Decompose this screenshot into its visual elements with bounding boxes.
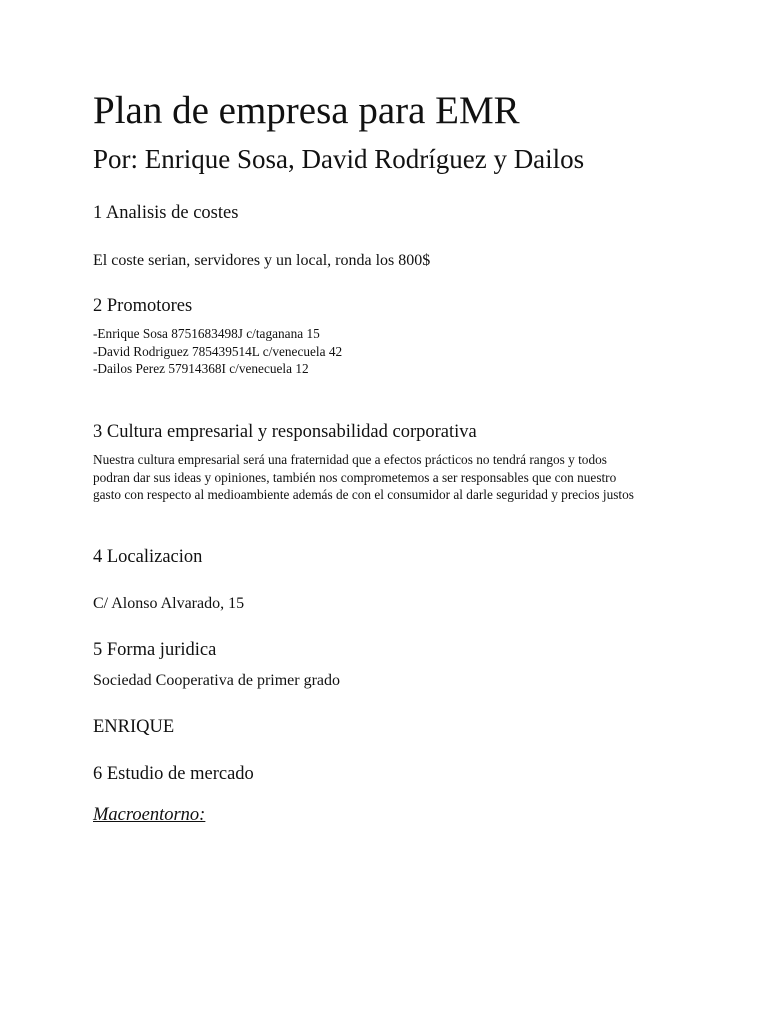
section-heading-localizacion: 4 Localizacion [93,547,203,567]
section-heading-promotores: 2 Promotores [93,296,193,316]
section-heading-forma: 5 Forma juridica [93,640,217,660]
paragraph-line: gasto con respecto al medioambiente además de con el consumidor al darle seguridad y precios justos [93,487,634,502]
cultura-paragraph [93,451,634,504]
section-subheading-macroentorno: Macroentorno: [93,805,206,825]
promotor-line: -Dailos Perez 57914368I c/venecuela 12 [93,361,309,376]
promotores-list [93,325,342,378]
section-text-forma: Sociedad Cooperativa de primer grado [93,672,341,689]
author-marker: ENRIQUE [93,717,175,737]
document-subtitle: Por: Enrique Sosa, David Rodríguez y Dailos [93,144,585,174]
paragraph-line: Nuestra cultura empresarial será una fraternidad que a efectos prácticos no tendrá rangos y todos [93,452,607,467]
section-heading-mercado: 6 Estudio de mercado [93,764,254,784]
section-heading-cultura: 3 Cultura empresarial y responsabilidad corporativa [93,422,477,442]
section-text-localizacion: C/ Alonso Alvarado, 15 [93,595,245,612]
promotor-line: -Enrique Sosa 8751683498J c/taganana 15 [93,326,320,341]
document-title: Plan de empresa para EMR [93,89,520,132]
section-text-costes: El coste serian, servidores y un local, ronda los 800$ [93,252,431,269]
section-heading-costes: 1 Analisis de costes [93,203,239,223]
paragraph-line: podran dar sus ideas y opiniones, también nos comprometemos a ser responsables que con nuestro [93,469,617,485]
promotor-line: -David Rodriguez 785439514L c/venecuela 42 [93,343,343,359]
